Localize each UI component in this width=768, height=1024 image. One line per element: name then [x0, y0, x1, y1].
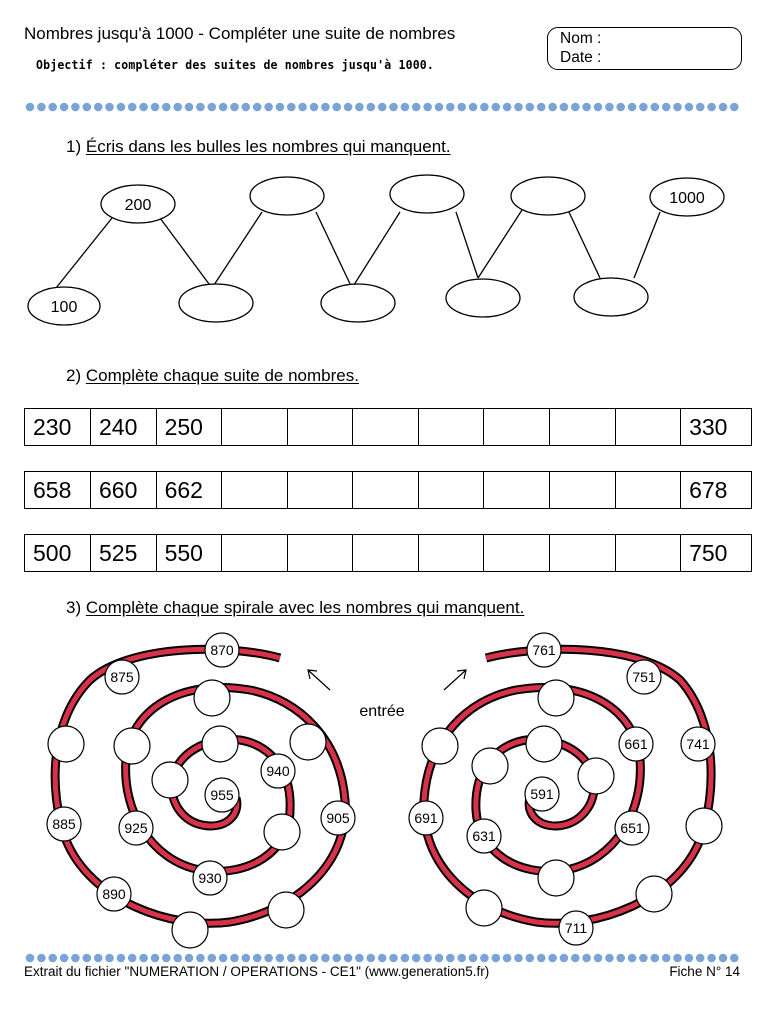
exercise-2-instruction: Complète chaque suite de nombres. — [85, 366, 359, 385]
separator-dot — [71, 103, 80, 112]
sequence-blank-cell[interactable] — [222, 535, 288, 571]
spiral-value: 905 — [326, 810, 350, 826]
separator-dot — [219, 954, 228, 963]
sequence-row-1 — [24, 408, 752, 446]
spiral-value: 955 — [210, 787, 234, 803]
sequence-blank-cell[interactable] — [550, 535, 616, 571]
separator-dot — [662, 103, 671, 112]
spiral-blank-circle[interactable] — [114, 728, 150, 764]
spiral-blank-circle[interactable] — [578, 758, 614, 794]
separator-dot — [310, 103, 319, 112]
separator-dot — [128, 103, 137, 112]
separator-dot — [423, 954, 432, 963]
exercise-3-number: 3) — [66, 598, 82, 617]
sequence-cell: 662 — [157, 472, 223, 508]
spiral-blank-circle[interactable] — [194, 680, 230, 716]
separator-dot — [605, 954, 614, 963]
separator-dot — [605, 103, 614, 112]
separator-dot — [616, 954, 625, 963]
separator-dot — [151, 954, 160, 963]
separator-dot — [526, 954, 535, 963]
objective-text: Objectif : compléter des suites de nombres jusqu'à 1000. — [36, 57, 435, 72]
separator-dot — [503, 954, 512, 963]
separator-dot — [230, 954, 239, 963]
separator-dot — [83, 103, 92, 112]
sequence-cell: 330 — [689, 414, 728, 440]
bubble[interactable] — [179, 284, 253, 322]
separator-dot — [457, 103, 466, 112]
sequence-cell: 525 — [91, 535, 157, 571]
separator-dot — [298, 954, 307, 963]
bubble-value: 200 — [124, 197, 152, 214]
separator-dot — [48, 103, 57, 112]
separator-dot — [537, 103, 546, 112]
name-date-box — [547, 27, 742, 70]
separator-dot — [401, 103, 410, 112]
separator-dot — [94, 954, 103, 963]
spiral-blank-circle[interactable] — [636, 876, 672, 912]
left-entry-arrow-icon — [308, 670, 330, 690]
date-label: Date : — [560, 49, 602, 66]
separator-dot — [321, 954, 330, 963]
separator-dot — [503, 103, 512, 112]
sequence-cell: 250 — [157, 409, 223, 445]
separator-dot — [185, 954, 194, 963]
spiral-blank-circle[interactable] — [290, 724, 326, 760]
chain-line — [456, 212, 478, 278]
sequence-cell: 750 — [689, 540, 728, 566]
spiral-blank-circle[interactable] — [538, 860, 574, 896]
separator-dot — [492, 954, 501, 963]
sequence-blank-cell[interactable] — [419, 409, 485, 445]
separator-dot — [423, 103, 432, 112]
separator-dot — [253, 954, 262, 963]
separator-dot — [94, 103, 103, 112]
bubble[interactable] — [250, 177, 324, 215]
separator-dot — [412, 103, 421, 112]
separator-dot — [60, 954, 69, 963]
separator-dot — [469, 103, 478, 112]
footer-source: Extrait du fichier "NUMERATION / OPERATIONS - CE1" (www.generation5.fr) — [24, 964, 490, 979]
separator-dot — [117, 103, 126, 112]
separator-dot — [673, 103, 682, 112]
spiral-value: 940 — [266, 763, 290, 779]
sequence-blank-cell[interactable] — [484, 472, 550, 508]
separator-dot — [446, 954, 455, 963]
separator-dot — [685, 954, 694, 963]
chain-line — [568, 210, 600, 278]
spiral-blank-circle[interactable] — [526, 726, 562, 762]
spiral-value: 870 — [210, 642, 234, 658]
spiral-value: 691 — [414, 810, 438, 826]
separator-dot — [571, 103, 580, 112]
separator-dot — [548, 954, 557, 963]
separator-dot — [264, 103, 273, 112]
spiral-blank-circle[interactable] — [172, 912, 208, 948]
chain-line — [212, 212, 262, 288]
dotted-separator-bottom — [24, 952, 746, 964]
separator-dot — [139, 954, 148, 963]
footer-sheet-number: Fiche N° 14 — [669, 964, 740, 979]
separator-dot — [696, 954, 705, 963]
separator-dot — [389, 103, 398, 112]
separator-dot — [378, 103, 387, 112]
sequence-blank-cell[interactable] — [353, 535, 419, 571]
separator-dot — [548, 103, 557, 112]
separator-dot — [480, 954, 489, 963]
separator-dot — [514, 954, 523, 963]
bubble-value: 1000 — [669, 190, 705, 207]
bubble[interactable] — [321, 284, 395, 322]
bubble[interactable] — [446, 279, 520, 317]
separator-dot — [276, 954, 285, 963]
entry-label: entrée — [359, 703, 405, 720]
separator-dot — [628, 103, 637, 112]
bubble[interactable] — [390, 175, 464, 213]
sequence-blank-cell[interactable] — [353, 409, 419, 445]
separator-dot — [719, 103, 728, 112]
worksheet-title: Nombres jusqu'à 1000 - Compléter une suite de nombres — [24, 24, 456, 43]
separator-dot — [37, 103, 46, 112]
separator-dot — [412, 954, 421, 963]
separator-dot — [582, 954, 591, 963]
separator-dot — [298, 103, 307, 112]
spiral-blank-circle[interactable] — [152, 762, 188, 798]
separator-dot — [367, 103, 376, 112]
separator-dot — [537, 954, 546, 963]
separator-dot — [219, 103, 228, 112]
separator-dot — [230, 103, 239, 112]
separator-dot — [105, 103, 114, 112]
separator-dot — [162, 954, 171, 963]
separator-dot — [253, 103, 262, 112]
exercise-1-number: 1) — [66, 137, 82, 156]
separator-dot — [514, 103, 523, 112]
sequence-blank-cell[interactable] — [550, 472, 616, 508]
separator-dot — [355, 954, 364, 963]
name-label: Nom : — [560, 30, 602, 47]
separator-dot — [208, 954, 217, 963]
chain-line — [160, 218, 212, 288]
spiral-value: 741 — [686, 736, 710, 752]
exercise-1-heading — [66, 137, 451, 157]
sequence-cell: 658 — [25, 472, 91, 508]
spiral-value: 875 — [110, 669, 134, 685]
separator-dot — [196, 103, 205, 112]
separator-dot — [594, 954, 603, 963]
separator-dot — [287, 103, 296, 112]
spiral-value: 930 — [198, 870, 222, 886]
chain-line — [478, 210, 522, 278]
separator-dot — [367, 954, 376, 963]
spiral-value: 890 — [102, 886, 126, 902]
separator-dot — [446, 103, 455, 112]
separator-dot — [355, 103, 364, 112]
chain-line — [352, 212, 400, 288]
separator-dot — [310, 954, 319, 963]
separator-dot — [389, 954, 398, 963]
spiral-blank-circle[interactable] — [466, 890, 502, 926]
spiral-blank-circle[interactable] — [538, 680, 574, 716]
chain-line — [316, 212, 352, 288]
separator-dot — [560, 103, 569, 112]
separator-dot — [173, 954, 182, 963]
separator-dot — [276, 103, 285, 112]
sequence-blank-cell[interactable] — [288, 409, 354, 445]
sequence-cell: 550 — [157, 535, 223, 571]
separator-dot — [332, 954, 341, 963]
separator-dot — [571, 954, 580, 963]
separator-dot — [48, 954, 57, 963]
exercise-2-heading — [66, 366, 359, 386]
bubble[interactable] — [574, 278, 648, 316]
exercise-3-instruction: Complète chaque spirale avec les nombres qui manquent. — [85, 598, 525, 617]
separator-dot — [71, 954, 80, 963]
spiral-value: 631 — [472, 828, 496, 844]
bubble-chain — [0, 160, 768, 340]
separator-dot — [651, 954, 660, 963]
spiral-value: 591 — [530, 786, 554, 802]
separator-dot — [151, 103, 160, 112]
separator-dot — [60, 103, 69, 112]
separator-dot — [639, 954, 648, 963]
separator-dot — [321, 103, 330, 112]
sequence-blank-cell[interactable] — [616, 472, 682, 508]
separator-dot — [344, 954, 353, 963]
spiral-blank-circle[interactable] — [264, 814, 300, 850]
separator-dot — [651, 103, 660, 112]
sequence-cell: 230 — [25, 409, 91, 445]
sequence-row-3 — [24, 534, 752, 572]
chain-line — [634, 212, 660, 278]
separator-dot — [26, 954, 35, 963]
separator-dot — [719, 954, 728, 963]
spiral-blank-circle[interactable] — [472, 748, 508, 784]
exercise-3-heading — [66, 598, 524, 618]
exercise-1-instruction: Écris dans les bulles les nombres qui manquent. — [85, 137, 451, 156]
separator-dot — [208, 103, 217, 112]
separator-dot — [616, 103, 625, 112]
separator-dot — [37, 954, 46, 963]
sequence-blank-cell[interactable] — [484, 535, 550, 571]
sequence-blank-cell[interactable] — [288, 535, 354, 571]
sequence-blank-cell[interactable] — [288, 472, 354, 508]
spiral-blank-circle[interactable] — [268, 892, 304, 928]
separator-dot — [526, 103, 535, 112]
sequence-blank-cell[interactable] — [616, 409, 682, 445]
spiral-blank-circle[interactable] — [48, 726, 84, 762]
separator-dot — [730, 103, 739, 112]
separator-dot — [582, 103, 591, 112]
sequence-cell: 660 — [91, 472, 157, 508]
separator-dot — [560, 954, 569, 963]
spirals-area — [0, 630, 768, 950]
chain-line — [56, 218, 112, 288]
sequence-blank-cell[interactable] — [222, 409, 288, 445]
separator-dot — [639, 103, 648, 112]
right-entry-arrow-icon — [444, 670, 466, 690]
separator-dot — [26, 103, 35, 112]
sequence-blank-cell[interactable] — [616, 535, 682, 571]
spiral-value: 651 — [620, 820, 644, 836]
separator-dot — [435, 103, 444, 112]
bubble[interactable] — [511, 177, 585, 215]
spiral-value: 925 — [124, 820, 148, 836]
sequence-cell: 678 — [689, 477, 728, 503]
separator-dot — [185, 103, 194, 112]
separator-dot — [401, 954, 410, 963]
dotted-separator-top — [24, 101, 746, 113]
sequence-blank-cell[interactable] — [550, 409, 616, 445]
separator-dot — [378, 954, 387, 963]
separator-dot — [332, 103, 341, 112]
spiral-value: 751 — [632, 669, 656, 685]
separator-dot — [139, 103, 148, 112]
separator-dot — [196, 954, 205, 963]
spiral-value: 661 — [624, 736, 648, 752]
separator-dot — [594, 103, 603, 112]
exercise-2-number: 2) — [66, 366, 82, 385]
sequence-row-2 — [24, 471, 752, 509]
separator-dot — [264, 954, 273, 963]
separator-dot — [287, 954, 296, 963]
separator-dot — [707, 954, 716, 963]
separator-dot — [480, 103, 489, 112]
separator-dot — [173, 103, 182, 112]
sequence-blank-cell[interactable] — [419, 472, 485, 508]
separator-dot — [242, 103, 251, 112]
separator-dot — [492, 103, 501, 112]
separator-dot — [673, 954, 682, 963]
spiral-blank-circle[interactable] — [422, 728, 458, 764]
separator-dot — [83, 954, 92, 963]
separator-dot — [162, 103, 171, 112]
sequence-cell: 500 — [25, 535, 91, 571]
separator-dot — [457, 954, 466, 963]
separator-dot — [707, 103, 716, 112]
separator-dot — [662, 954, 671, 963]
sequence-blank-cell[interactable] — [484, 409, 550, 445]
separator-dot — [685, 103, 694, 112]
spiral-value: 711 — [564, 920, 588, 936]
separator-dot — [128, 954, 137, 963]
sequence-blank-cell[interactable] — [353, 472, 419, 508]
separator-dot — [117, 954, 126, 963]
spiral-blank-circle[interactable] — [202, 726, 238, 762]
spiral-value: 885 — [52, 816, 76, 832]
separator-dot — [435, 954, 444, 963]
bubble-value: 100 — [50, 299, 78, 316]
separator-dot — [628, 954, 637, 963]
separator-dot — [242, 954, 251, 963]
separator-dot — [105, 954, 114, 963]
sequence-blank-cell[interactable] — [222, 472, 288, 508]
spiral-value: 761 — [532, 642, 556, 658]
separator-dot — [696, 103, 705, 112]
separator-dot — [730, 954, 739, 963]
sequence-cell: 240 — [91, 409, 157, 445]
separator-dot — [469, 954, 478, 963]
spiral-blank-circle[interactable] — [686, 808, 722, 844]
separator-dot — [344, 103, 353, 112]
sequence-blank-cell[interactable] — [419, 535, 485, 571]
